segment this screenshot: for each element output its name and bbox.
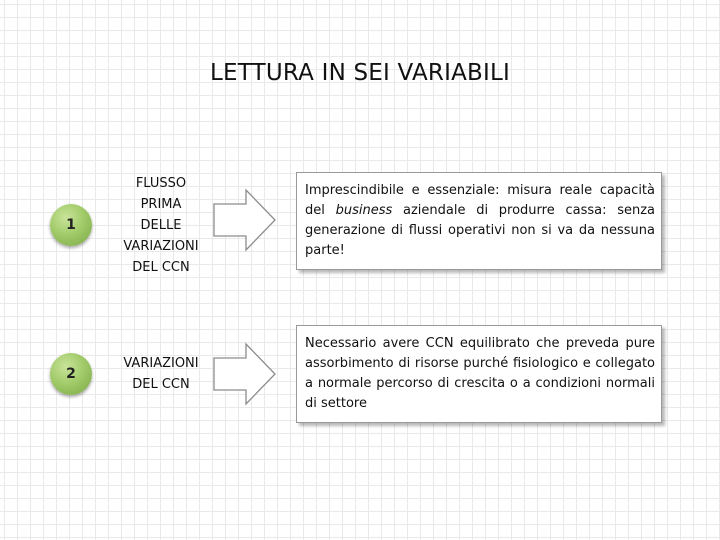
variable-label-line: DELLE [140,217,182,233]
slide-title: LETTURA IN SEI VARIABILI [210,60,510,86]
variable-label-line: VARIAZIONI [123,356,199,371]
variable-label [106,172,216,278]
variable-label-line: DEL CCN [132,259,190,275]
variable-label-line: PRIMA [140,196,182,212]
description-box: Necessario avere CCN equilibrato che preveda pure assorbimento di risorse purché fisiologico e collegato a normale percorso di crescita o a condizioni normali di settore [296,325,662,423]
arrow-right-icon [212,188,278,252]
arrow-right-icon [212,342,278,406]
step-number-badge: 1 [50,204,92,246]
description-box: Imprescindibile e essenziale: misura reale capacità del business aziendale di produrre cassa: senza generazione di flussi operativi non si va da nessuna parte! [296,172,662,270]
variable-label-line: FLUSSO [135,175,187,191]
emphasis-text: business [335,203,393,218]
variable-label [106,352,216,396]
variable-label-line: VARIAZIONI [123,238,199,254]
step-number-badge: 2 [50,353,92,395]
variable-label-line: DEL CCN [132,377,190,392]
